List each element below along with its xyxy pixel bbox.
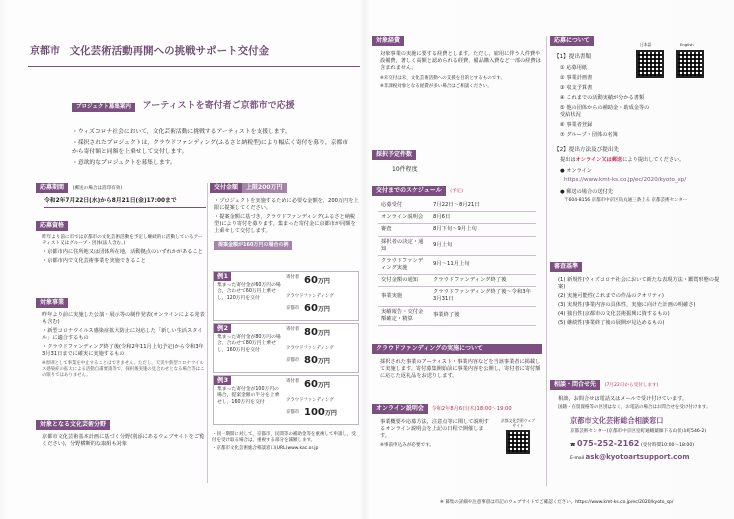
period-section: [36, 183, 206, 208]
review-item: (5) 継続性(事業終了後の展開が見込めるもの): [558, 320, 665, 327]
divider: [207, 183, 208, 483]
grant-calc-label: 提案金額が160万円の場合の例: [214, 241, 292, 250]
kyoto-amount: [304, 406, 337, 420]
qr-jp-label: 日本語: [640, 42, 652, 47]
expenses-text: 対象事業の実施に要する経費とします。ただし，雇用に伴う人件費や設備費，著しく高額と認められる経費，備品購入費など一部の経費は含まれません。: [380, 51, 541, 72]
qr-en-label: English: [680, 42, 694, 47]
schedule-step: クラウドファンディング実施: [378, 255, 430, 274]
contact-line: 相談，お問合せは電話又はメールで受け付けています。: [558, 396, 688, 403]
title-rule: [28, 66, 360, 67]
count-label: 採択予定件数: [372, 150, 416, 160]
table-row: [378, 200, 536, 212]
footer-note: ※ 募集の詳細や注意事項は市記のウェブサイトでご確認ください。https://www.kmt-ks.co.jp/ec/2020/kyoto_sp/: [440, 500, 674, 505]
review-section: [550, 262, 726, 327]
schedule-step: 実績報告・交付金額確定・精算: [378, 306, 430, 325]
contact-email: E-mail ask@kyotoartsupport.com: [570, 452, 690, 461]
cf-label: クラウドファンディング: [286, 294, 334, 299]
online-apply: ● オンライン: [560, 168, 592, 175]
schedule-step: 交付金額の通知: [378, 275, 430, 287]
intro-item: ・ ウィズコロナ社会において，文化芸術活動に挑戦するアーティストを支援します。: [72, 128, 352, 137]
expenses-note: ※未交付は未，文化芸術活動への支援を目的とするものです。: [380, 76, 505, 82]
example-desc: 集まった寄付金が80万円の場合，合わせて80万円上乗せし，160万円を交付: [217, 335, 281, 353]
grant-sub: 上限200万円: [242, 183, 287, 193]
schedule-date: クラウドファンディング終了後～令和3年3月31日: [430, 287, 536, 306]
example-desc: 集まった寄付金が100万円の場合，提案金額の半分を上乗せし，160万円を交付: [217, 387, 280, 405]
grant-footnote: ・ 同一期間に対して，京都市，民間等の補助金等を重複して申請し，受付を受け取る場合は，重複する部分を減額します。: [212, 432, 360, 444]
intro-item: ・ 意欲的なプロジェクトを募集します。: [72, 159, 352, 168]
city-label: 京都市: [30, 46, 60, 57]
eligibility-line: 昨年より前に市では京都市の文化芸術活動を予定し継続的に活動しているアーティスト又はグループ・団体(法人含む。): [42, 235, 203, 247]
method-text: 提出はオンライン又は郵送により提出してください。: [560, 157, 685, 164]
review-item: (4) 独自性(京都市の文化芸術振興に資するもの): [558, 311, 670, 318]
review-item: (2) 実施可能性(これまでの作品のクオリティ): [558, 293, 664, 300]
tel-number[interactable]: 075-252-2162: [577, 439, 640, 449]
kyoto-amount: [304, 354, 330, 368]
donor-amount: [304, 274, 330, 288]
kyoto-value: 80: [304, 355, 318, 366]
grant-label: 交付金額: [210, 183, 242, 193]
tag-block: [72, 100, 295, 112]
doc-item: ③ 収支予算書: [560, 84, 593, 91]
expenses-note: ※非課税対象となる経費が多い場合はご相談ください。: [380, 84, 492, 90]
donor-amount: [304, 326, 330, 340]
eligibility-label: 応募資格: [36, 221, 68, 231]
contact-section: [550, 380, 726, 462]
tel-hours: (受付時間10:00～18:00): [641, 443, 695, 449]
donor-value: 60: [304, 275, 318, 286]
intro-item: ・ 採択されたプロジェクトは，クラウドファンディング(ふるさと納税型)により幅広く寄付を募り，京都市から寄付額と同額を上乗せして交付します。: [72, 139, 352, 157]
kyoto-label: 京都市: [286, 358, 300, 363]
kyoto-value: 60: [304, 303, 318, 314]
method-heading: 【2】提出方法及び提出先: [554, 146, 620, 153]
review-item: (3) 実現性(事業内容の具体性，実施に向けた計画の明確さ): [558, 302, 696, 309]
online-qr-code[interactable]: [506, 430, 530, 454]
cf-section: [372, 344, 542, 380]
expenses-label: 対象経費: [372, 36, 404, 46]
schedule-date: 事業終了後: [430, 306, 536, 325]
target-label: 対象事業: [36, 298, 68, 308]
docs-heading: 【1】提出書類: [554, 54, 592, 61]
mail-apply: ● 郵送の場合の送付先: [560, 188, 613, 195]
fields-text: 京都市文化芸術基本計画に基づく分野(別添にあるウェブサイトをご覧ください)，分野横断的な取組も対象: [42, 434, 205, 448]
target-note: ※原則として事業を中止することはできません。ただし，天災や新型コロナウイルス感染症の拡大による活動自粛要請等で，採択後実施の見合わせとなる場合等はこの限りではありません。: [42, 361, 205, 379]
example-1: [213, 271, 359, 321]
unit: 万円: [317, 330, 330, 337]
online-qr-label: 京都文化芸術ウェブサイト: [500, 418, 536, 429]
example-no: 例1: [214, 272, 231, 281]
apply-section: [550, 36, 726, 204]
table-row: [378, 287, 536, 306]
qr-code-en[interactable]: [676, 50, 704, 78]
target-line: ・ クラウドファンディング終了後(令和2年11月上旬予定)から令和3年3月31日までに確実に実施するもの: [42, 344, 206, 358]
cf-label: クラウドファンディング: [286, 398, 334, 403]
count-section: [372, 150, 542, 174]
target-section: [36, 298, 206, 379]
review-label: 審査基準: [550, 262, 582, 272]
online-label: オンライン説明会: [372, 404, 428, 414]
contact-note: (7月22日から受付します): [604, 383, 659, 388]
schedule-step: 事業実施: [378, 287, 430, 306]
method-highlight: オンライン又は郵送: [575, 157, 623, 164]
target-line: 昨年より前に実施した公演・展示等の制作発表(オンラインによる発表も含む): [42, 312, 205, 326]
doc-item: ⑥ 事業者登録: [560, 121, 593, 128]
schedule-table: [378, 200, 536, 326]
doc-item: ① 応募用紙: [560, 64, 588, 71]
table-row: [378, 224, 536, 236]
divider: [546, 36, 547, 486]
schedule-step: 採択者の決定・通知: [378, 236, 430, 255]
contact-label: 相談・問合せ先: [550, 380, 600, 390]
schedule-date: 9月～11月上旬: [430, 255, 536, 274]
eligibility-line: ・ 京都市内で文化芸術事業を実施できること: [42, 258, 206, 265]
kyoto-value: 100: [304, 407, 325, 418]
example-desc: 集まった寄付金が60万円の場合，合わせて60万円上乗せし，120万円を交付: [217, 283, 281, 301]
eligibility-line: ・ 京都市内に住所地又は団体所在地，活動拠点のいずれかがあること: [42, 249, 206, 256]
donor-value: 60: [304, 379, 318, 390]
contact-org: 京都市文化芸術総合相談窓口: [570, 416, 664, 426]
kyoto-amount: [304, 302, 330, 316]
cf-label: クラウドファンディング: [286, 346, 334, 351]
doc-item: ② 事業計画書: [560, 74, 593, 81]
apply-label: 応募について: [550, 36, 594, 46]
table-row: [378, 236, 536, 255]
doc-item: ④ これまでの活動実績が分かる書類: [560, 94, 645, 101]
example-no: 例2: [214, 324, 231, 333]
tagline: アーティストを寄付者ご京都市で応援: [142, 101, 295, 111]
expenses-section: [372, 36, 542, 90]
schedule-step: 応募受付: [378, 200, 430, 212]
schedule-section: [372, 186, 542, 326]
qr-code-jp[interactable]: [636, 50, 664, 78]
donor-amount: [304, 378, 330, 392]
table-row: [378, 212, 536, 224]
mail-address: 〒604-8156 京都市中京区烏丸通三条上る 京都芸術センター: [564, 197, 688, 203]
unit: 万円: [317, 358, 330, 365]
contact-addr: 京都芸術センター(京都市中京区室町通蛸薬師下る山伏山町546-2): [570, 428, 707, 434]
schedule-date: 8月下旬～9月上旬: [430, 224, 536, 236]
online-text: 事業概要や応募方法，注意点等に関して説明するオンライン説明会を上記の日程で開催します。: [380, 419, 489, 440]
page-title: 文化芸術活動再開への挑戦サポート交付金: [69, 45, 270, 57]
review-item: (1) 新規性(ウィズコロナ社会において新たな表現方法・鑑賞形態の提案): [558, 277, 720, 291]
unit: 万円: [317, 306, 330, 313]
schedule-date: クラウドファンディング終了後: [430, 275, 536, 287]
period-text: 令和2年7月22日(水)から8月21日(金)17:00まで: [44, 198, 206, 208]
donor-value: 80: [304, 327, 318, 338]
schedule-step: 審査: [378, 224, 430, 236]
example-2: [213, 323, 359, 373]
schedule-date: 9月上旬: [430, 236, 536, 255]
cf-label: クラウドファンディングの実施について: [372, 344, 542, 354]
kyoto-label: 京都市: [286, 306, 300, 311]
table-row: [378, 306, 536, 325]
donor-label: 寄付者: [286, 327, 300, 332]
grant-item: ・ 提案金額に基づき，クラウドファンディング(ふるさと納税型)により寄付を募ります。集まった寄付金に京都市が同額を上乗せして交付します。: [214, 214, 360, 235]
recruit-tag: プロジェクト募集案内: [72, 103, 135, 112]
grant-footnotes: [212, 432, 360, 452]
online-section: [372, 404, 542, 449]
unit: 万円: [317, 278, 330, 285]
unit: 万円: [317, 382, 330, 389]
doc-item: ⑤ 他の団体からの補助金・助成金等の受給状況: [560, 104, 650, 118]
contact-tel: ☎ 075-252-2162 (受付時間10:00～18:00): [570, 439, 695, 449]
grant-section: [210, 183, 360, 250]
schedule-label: 交付までのスケジュール: [372, 186, 446, 196]
grant-footnote: ・ 京都市文化芸術総合相談窓口(URL)www.kac.or.jp: [212, 446, 360, 452]
schedule-date: 7月22日～8月21日: [430, 200, 536, 212]
review-list: [558, 277, 726, 327]
title-block: [30, 44, 360, 59]
table-row: [378, 255, 536, 274]
cf-text: 採択された事業のアーティスト・事業内容などを当該事業者に掲載して実施します。寄付募集開始前に事業内容を公開し，寄付者に寄付額に応じた返礼品をお送りします。: [380, 359, 541, 380]
eligibility-section: [36, 221, 206, 266]
online-date: 令和2年8月6日(木)18:00～19:00: [431, 406, 512, 412]
unit: 万円: [324, 410, 337, 417]
intro-list: [72, 128, 352, 168]
grant-item: ・ プロジェクトを実施するために必要な金額を，200万円を上限に提案してください。: [214, 198, 360, 212]
period-note: (郵送の場合は消印有効): [72, 186, 123, 191]
table-row: [378, 275, 536, 287]
period-label: 応募期間: [36, 183, 68, 193]
example-3: [213, 375, 359, 425]
example-no: 例3: [214, 376, 231, 385]
donor-label: 寄付者: [286, 275, 300, 280]
contact-line: 国籍・在留資格等の区別はなく，お電話の場合はお問合せを受け付けます。: [558, 405, 711, 411]
schedule-step: オンライン説明会: [378, 212, 430, 224]
schedule-note: (予定): [450, 189, 464, 194]
online-extra: ※事前申込みが必要です。: [380, 443, 435, 449]
fields-label: 対象となる文化芸術分野: [36, 420, 110, 430]
doc-item: ⑦ グループ・団体の名簿: [560, 131, 618, 138]
schedule-date: 8月6日: [430, 212, 536, 224]
kyoto-label: 京都市: [286, 410, 300, 415]
email-link[interactable]: ask@kyotoartsupport.com: [585, 452, 690, 461]
target-line: ・ 新型コロナウイルス感染症拡大防止に対応した「新しい生活スタイル」に適合するもの: [42, 328, 206, 342]
count-text: 10件程度: [392, 166, 418, 174]
apply-url[interactable]: https://www.kmt-ks.co.jp/ec/2020/kyoto_sp/: [564, 177, 687, 184]
fields-section: [36, 420, 206, 448]
donor-label: 寄付者: [286, 379, 300, 384]
